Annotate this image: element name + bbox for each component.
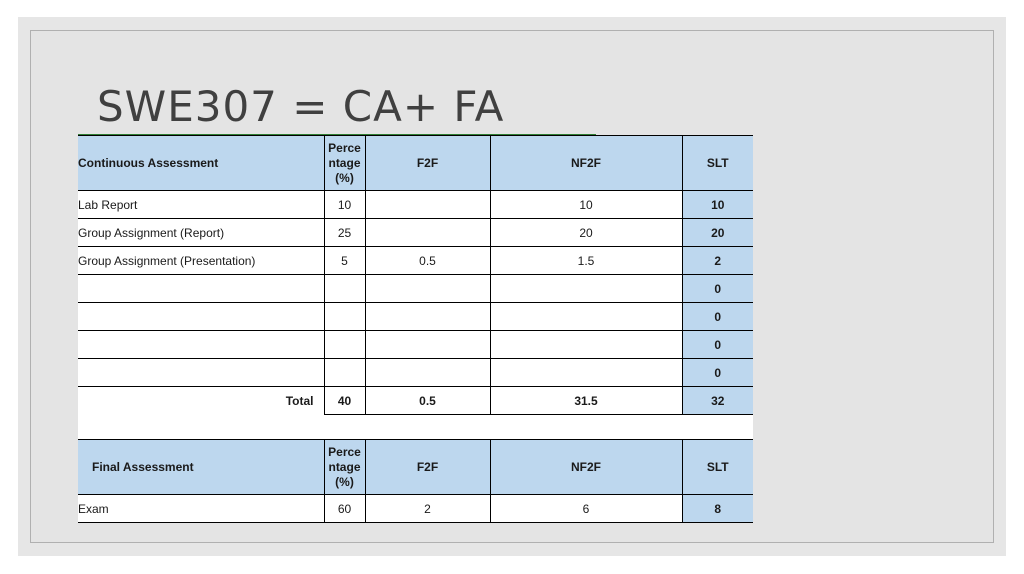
header-assessment: Continuous Assessment	[78, 136, 324, 191]
row-nf2f	[490, 331, 682, 359]
row-slt: 0	[682, 331, 753, 359]
table-row	[78, 359, 753, 387]
table-header-row	[78, 136, 753, 191]
table-row	[78, 219, 753, 247]
row-f2f	[365, 219, 490, 247]
row-name: Exam	[78, 495, 324, 523]
row-nf2f	[490, 359, 682, 387]
row-f2f	[365, 303, 490, 331]
row-nf2f: 6	[490, 495, 682, 523]
row-slt: 20	[682, 219, 753, 247]
row-slt: 10	[682, 191, 753, 219]
row-percentage	[324, 303, 365, 331]
row-f2f	[365, 191, 490, 219]
total-label: Total	[78, 387, 324, 415]
final-assessment-table	[78, 439, 753, 523]
total-nf2f: 31.5	[490, 387, 682, 415]
table-row	[78, 275, 753, 303]
table-row	[78, 495, 753, 523]
row-percentage: 25	[324, 219, 365, 247]
table-row	[78, 303, 753, 331]
total-percentage: 40	[324, 387, 365, 415]
total-f2f: 0.5	[365, 387, 490, 415]
table-row	[78, 191, 753, 219]
assessment-tables	[78, 135, 753, 522]
row-name: Lab Report	[78, 191, 324, 219]
row-slt: 0	[682, 275, 753, 303]
row-percentage	[324, 359, 365, 387]
continuous-assessment-table	[78, 135, 753, 415]
table-header-row	[78, 440, 753, 495]
header-assessment: Final Assessment	[78, 440, 324, 495]
row-name	[78, 359, 324, 387]
row-nf2f	[490, 275, 682, 303]
row-nf2f: 10	[490, 191, 682, 219]
row-f2f	[365, 275, 490, 303]
header-f2f: F2F	[365, 440, 490, 495]
header-f2f: F2F	[365, 136, 490, 191]
header-nf2f: NF2F	[490, 440, 682, 495]
slide-title: SWE307 = CA+ FA	[97, 82, 505, 131]
row-f2f: 2	[365, 495, 490, 523]
row-percentage	[324, 275, 365, 303]
row-slt: 8	[682, 495, 753, 523]
header-percentage: Perce ntage (%)	[324, 440, 365, 495]
table-row	[78, 331, 753, 359]
row-nf2f: 1.5	[490, 247, 682, 275]
header-nf2f: NF2F	[490, 136, 682, 191]
row-percentage: 10	[324, 191, 365, 219]
row-f2f	[365, 359, 490, 387]
total-row	[78, 387, 753, 415]
table-row	[78, 247, 753, 275]
row-name: Group Assignment (Presentation)	[78, 247, 324, 275]
row-name	[78, 331, 324, 359]
header-slt: SLT	[682, 440, 753, 495]
row-nf2f	[490, 303, 682, 331]
row-name	[78, 303, 324, 331]
total-slt: 32	[682, 387, 753, 415]
row-percentage: 5	[324, 247, 365, 275]
row-name	[78, 275, 324, 303]
row-slt: 0	[682, 303, 753, 331]
row-slt: 0	[682, 359, 753, 387]
row-name: Group Assignment (Report)	[78, 219, 324, 247]
header-slt: SLT	[682, 136, 753, 191]
row-percentage	[324, 331, 365, 359]
row-nf2f: 20	[490, 219, 682, 247]
row-f2f: 0.5	[365, 247, 490, 275]
header-percentage: Perce ntage (%)	[324, 136, 365, 191]
row-percentage: 60	[324, 495, 365, 523]
row-slt: 2	[682, 247, 753, 275]
row-f2f	[365, 331, 490, 359]
